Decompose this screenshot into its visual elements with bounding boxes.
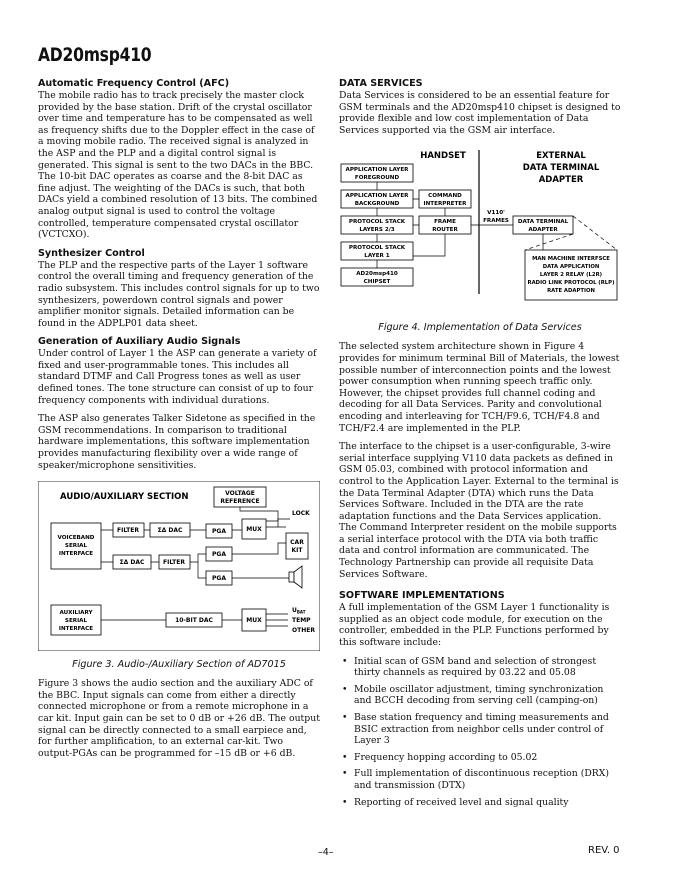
cmd-line2: INTERPRETER [423,201,467,208]
function-list [339,656,621,809]
mmi-line2: DATA APPLICATION [542,264,600,271]
mux-label-2: MUX [246,617,262,625]
voiceband-line3: INTERFACE [58,551,94,558]
proto1-line1: PROTOCOL STACK [348,245,406,252]
voltage-ref-line2: REFERENCE [220,498,260,506]
left-column [38,78,320,766]
gen-paragraph-1: Under control of Layer 1 the ASP can generate a variety of fixed and user-programmable tones. This includes all standard DTMF and Call Progress tones as well as user defined tones. The tone structure can consist of up to four frequency components with individual durations. [38,348,317,406]
page-number: –4– [318,847,334,858]
external-line2: DATA TERMINAL [522,163,600,174]
frame-line2: ROUTER [432,227,458,234]
right-column [339,78,621,813]
list-item: • Full implementation of discontinuous reception (DRX) and transmission (DTX) [348,768,621,791]
figure-4-diagram [339,144,621,314]
figure-3-caption: Figure 3. Audio-/Auxiliary Section of AD7015 [72,659,286,671]
mmi-line1: MAN MACHINE INTERFSCE [532,256,610,263]
voiceband-line2: SERIAL [64,543,88,550]
ubat-label: $U_{BAT}$ [292,607,306,615]
frame-line1: FRAME [434,219,456,226]
aux-line1: AUXILIARY [59,610,93,617]
proto23-line1: PROTOCOL STACK [348,219,406,226]
app-bg-line2: BACKGROUND [354,201,400,208]
sd-adc-label: ΣΔ DAC [119,559,145,567]
software-heading: SOFTWARE IMPLEMENTATIONS [339,590,505,602]
car-kit-block [286,533,308,559]
gen-paragraph-2: The ASP also generates Talker Sidetone as specified in the GSM recommendations. In comparison to traditional hardware implementations, this software implementation provides manufacturing flexibility over a wide range of speaker/microphone sensitivities. [38,413,316,471]
afc-heading: Automatic Frequency Control (AFC) [38,78,230,89]
figure-4-caption: Figure 4. Implementation of Data Services [378,322,582,334]
sd-dac-label: ΣΔ DAC [157,527,183,535]
list-item: • Mobile oscillator adjustment, timing synchronization and BCCH decoding from serving cell (camping-on) [348,684,621,707]
list-item: • Frequency hopping according to 05.02 [348,752,621,764]
dta-line2: ADAPTER [528,227,558,234]
gen-heading: Generation of Auxiliary Audio Signals [38,336,241,348]
car-kit-line1: CAR [290,539,304,547]
data-services-heading: DATA SERVICES [339,78,423,89]
list-item: • Initial scan of GSM band and selection of strongest thirty channels as required by 03.22 and 05.08 [348,656,621,679]
temp-label: TEMP [292,617,311,625]
external-line1: EXTERNAL [536,151,586,162]
fig3-paragraph: Figure 3 shows the audio section and the auxiliary ADC of the BBC. Input signals can come from either a directly connected microphone or from a remote microphone in a car kit. Input gain can be set to 0 dB or +26 dB. The output signal can be directly connected to a small earpiece and, for further amplification, to an external car-kit. Two output-PGAs can be programmed for –15 dB or +6 dB. [38,678,320,759]
architecture-paragraph-2: The interface to the chipset is a user-configurable, 3-wire serial interface supplying V110 data packets as defined in GSM 05.03, combined with protocol information and control to the Application Layer. External to the terminal is the Data Terminal Adapter (DTA) which runs the Data Services Software. Included in the DTA are the rate adaptation functions and the Data Services application. The Command Interpreter resident on the mobile supports a serial interface protocol with the DTA via both traffic data and control information are communicated. The Technology Partnership can provide all requisite Data Services Software. [339,441,619,580]
app-bg-line1: APPLICATION LAYER [345,193,409,200]
other-label: OTHER [292,627,315,635]
document-title: AD20msp410 [38,44,152,66]
dta-line1: DATA TERMINAL [517,219,569,226]
10bit-dac-label: 10-BIT DAC [175,617,213,625]
architecture-paragraph-1: The selected system architecture shown in Figure 4 provides for minimum terminal Bill of Materials, the lowest possible number of interconnection points and the lowest power consumption when running speech traffic only. However, the chipset provides full channel coding and decoding for all Data Services. Parity and convolutional encoding and interleaving for TCH/F9.6, TCH/F4.8 and TCH/F2.4 are implemented in the PLP. [339,341,620,434]
pga-label-1: PGA [212,528,226,536]
fig3-title: AUDIO/AUXILIARY SECTION [60,492,189,503]
revision-label: REV. 0 [588,845,620,856]
mux-label-1: MUX [246,526,262,534]
software-paragraph: A full implementation of the GSM Layer 1 functionality is supplied as an object code module, for execution on the controller, embedded in the PLP. Functions performed by this software include: [339,602,610,649]
mmi-line4: RADIO LINK PROTOCOL (RLP) [527,280,615,287]
filter-label-1: FILTER [117,527,139,535]
figure-3-diagram [38,481,320,651]
data-services-paragraph: Data Services is considered to be an essential feature for GSM terminals and the AD20msp410 chipset is designed to provide flexible and low cost implementation of Data Services supported via the GSM air interface. [339,90,621,136]
handset-label: HANDSET [420,151,466,162]
speaker-icon [289,566,302,588]
app-fg-line2: FOREGROUND [354,175,400,182]
afc-paragraph: The mobile radio has to track precisely the master clock provided by the base station. Drift of the crystal oscillator over time and temperature has to be compensated as well as frequency shifts due to the Doppler effect in the case of a moving mobile radio. The received signal is analyzed in the ASP and the PLP and a digital control signal is generated. This signal is sent to the two DACs in the BBC. The 10-bit DAC operates as coarse and the 8-bit DAC as fine adjust. The weighting of the DACs is such, that both DACs yield a combined resolution of 13 bits. The combined analog output signal is used to control the voltage controlled, temperature compensated crystal oscillator (VCTCXO). [38,90,318,241]
proto23-line2: LAYERS 2/3 [359,227,395,234]
aux-line2: SERIAL [64,618,88,625]
voltage-ref-line1: VOLTAGE [225,490,255,498]
chipset-line2: CHIPSET [363,279,391,286]
mmi-line5: RATE ADAPTION [547,288,595,295]
pga-label-3: PGA [212,575,226,583]
list-item: • Base station frequency and timing measurements and BSIC extraction from neighbor cells under control of Layer 3 [348,712,621,747]
voiceband-line1: VOICEBAND [57,535,95,542]
external-line3: ADAPTER [538,175,584,186]
cmd-line1: COMMAND [428,193,462,200]
aux-line3: INTERFACE [58,626,94,633]
v110-line1: V110' [487,210,505,217]
proto1-line2: LAYER 1 [364,253,390,260]
pga-label-2: PGA [212,551,226,559]
app-fg-line1: APPLICATION LAYER [345,167,409,174]
car-kit-line2: KIT [291,547,303,555]
filter-label-2: FILTER [163,559,185,567]
mmi-line3: LAYER 2 RELAY (L2R) [539,272,603,279]
v110-line2: FRAMES [483,218,509,225]
lock-label: LOCK [292,510,310,518]
list-item: • Reporting of received level and signal quality [348,797,621,809]
synth-paragraph: The PLP and the respective parts of the Layer 1 software control the overall timing and frequency generation of the radio subsystem. This includes control signals for up to two synthesizers, powerdown control signals and power amplifier monitor signals. Detailed information can be found in the ADPLP01 data sheet. [38,259,320,329]
chipset-line1: AD20msp410 [356,271,398,278]
synth-heading: Synthesizer Control [38,247,145,259]
